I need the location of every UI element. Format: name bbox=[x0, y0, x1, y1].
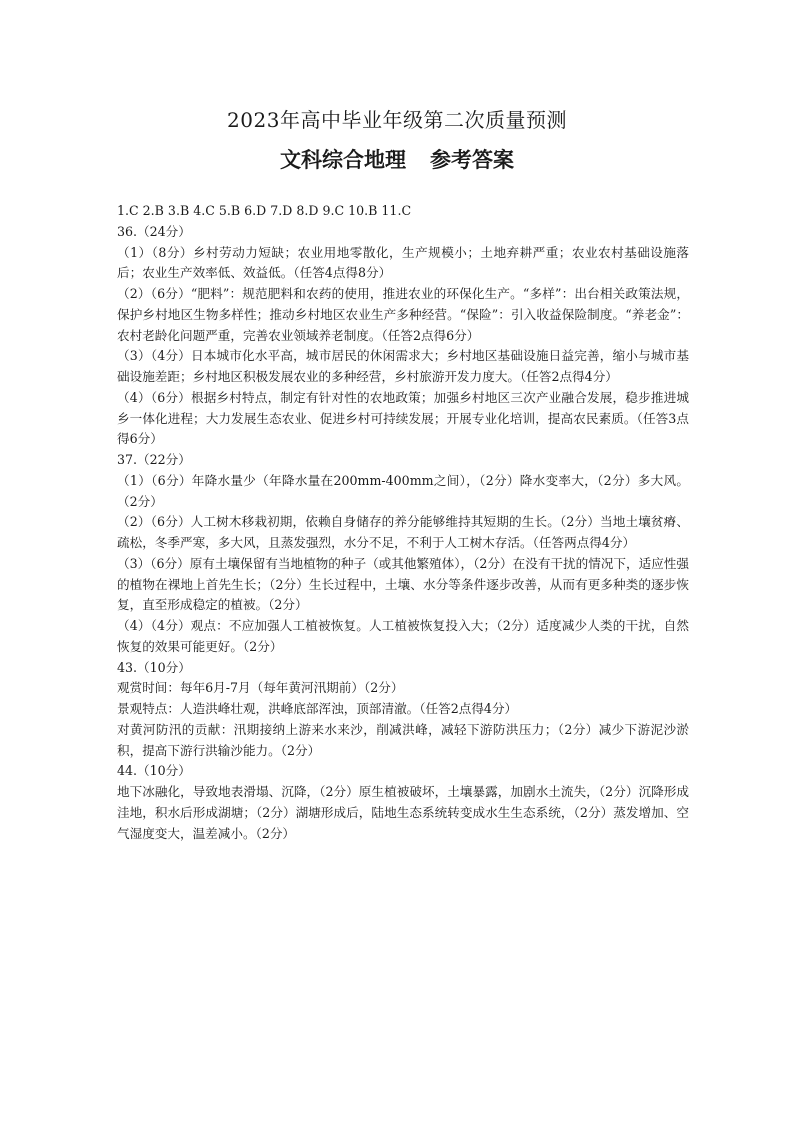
q36-header: 36.（24分） bbox=[117, 223, 191, 239]
q43-header: 43.（10分） bbox=[117, 659, 191, 675]
subject-name: 文科综合地理 bbox=[280, 148, 406, 172]
q37-part1: （1）（6分）年降水量少（年降水量在200mm-400mm之间），（2分）降水变率大，（2分）多大风。（2分） bbox=[117, 472, 689, 509]
q43-contribution: 对黄河防汛的贡献：汛期接纳上游来水来沙，削减洪峰，减轻下游防洪压力；（2分）减少下游泥沙淤积，提高下游行洪输沙能力。（2分） bbox=[117, 721, 689, 758]
q36-part4: （4）（6分）根据乡村特点，制定有针对性的农地政策；加强乡村地区三次产业融合发展，稳步推进城乡一体化进程；大力发展生态农业、促进乡村可持续发展；开展专业化培训，提高农民素质。（任答3点得6分） bbox=[117, 389, 689, 447]
q36-part1: （1）（8分）乡村劳动力短缺；农业用地零散化，生产规模小；土地弃耕严重；农业农村基础设施落后；农业生产效率低、效益低。（任答4点得8分） bbox=[117, 244, 689, 281]
answer-content bbox=[117, 201, 689, 844]
mc-answers: 1.C 2.B 3.B 4.C 5.B 6.D 7.D 8.D 9.C 10.B 11.C bbox=[117, 203, 412, 218]
q37-header: 37.（22分） bbox=[117, 452, 191, 467]
q36-part3: （3）（4分）日本城市化水平高，城市居民的休闲需求大；乡村地区基础设施日益完善，缩小与城市基础设施差距；乡村地区积极发展农业的多种经营，乡村旅游开发力度大。（任答2点得4分） bbox=[117, 348, 689, 384]
q44-answer: 地下冰融化，导致地表滑塌、沉降，（2分）原生植被破坏，土壤暴露，加剧水土流失，（2分）沉降形成洼地，积水后形成湖塘；（2分）湖塘形成后，陆地生态系统转变成水生生态系统，（2分）蒸发增加、空气湿度变大，温差减小。（2分） bbox=[117, 784, 689, 841]
q36-part2: （2）（6分）“肥料”：规范肥料和农药的使用，推进农业的环保化生产。“多样”：出台相关政策法规，保护乡村地区生物多样性；推动乡村地区农业生产多种经营。“保险”：引入收益保险制度。“养老金”：农村老龄化问题严重，完善农业领域养老制度。（任答2点得6分） bbox=[117, 286, 689, 343]
q37-part4: （4）（4分）观点：不应加强人工植被恢复。人工植被恢复投入大；（2分）适度减少人类的干扰，自然恢复的效果可能更好。（2分） bbox=[117, 618, 689, 654]
q43-landscape: 景观特点：人造洪峰壮观，洪峰底部浑浊，顶部清澈。（任答2点得4分） bbox=[117, 701, 518, 716]
q37-part3: （3）（6分）原有土壤保留有当地植物的种子（或其他繁殖体），（2分）在没有干扰的情况下，适应性强的植物在裸地上首先生长；（2分）生长过程中，土壤、水分等条件逐步改善，从而有更多种类的逐步恢复，直至形成稳定的植被。（2分） bbox=[117, 555, 689, 613]
q43-viewing-time: 观赏时间：每年6月-7月（每年黄河汛期前）（2分） bbox=[117, 680, 404, 696]
subject-title bbox=[0, 144, 794, 174]
q37-part2: （2）（6分）人工树木移栽初期，依赖自身储存的养分能够维持其短期的生长。（2分）当地土壤贫瘠、疏松，冬季严寒，多大风，且蒸发强烈，水分不足，不利于人工树木存活。（任答两点得4分） bbox=[117, 514, 689, 550]
exam-title: 2023年高中毕业年级第二次质量预测 bbox=[227, 108, 567, 132]
q44-header: 44.（10分） bbox=[117, 763, 191, 779]
answer-key-label: 参考答案 bbox=[430, 148, 514, 172]
